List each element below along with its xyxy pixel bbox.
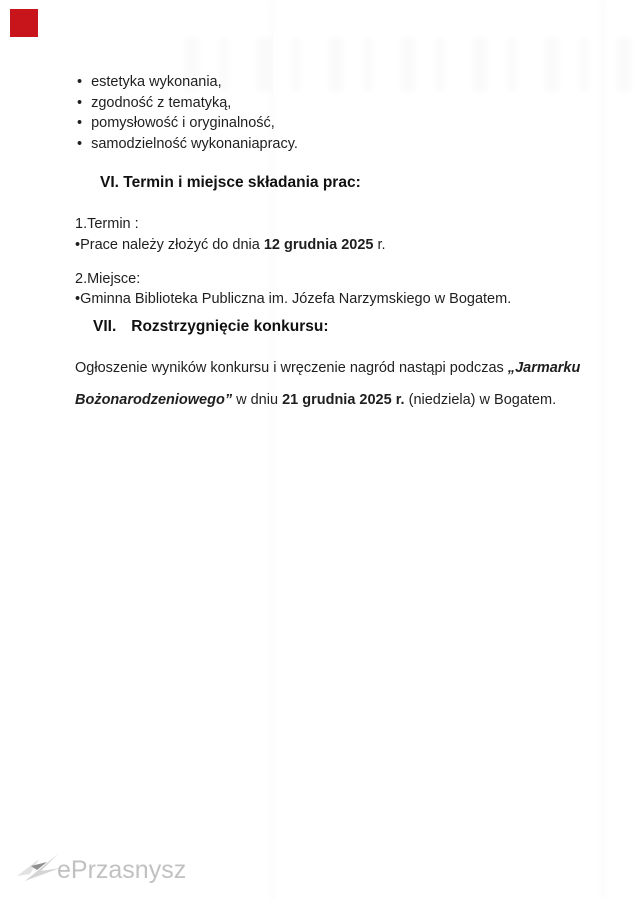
section-vi-heading: VI. Termin i miejsce składania prac: — [100, 174, 361, 191]
section-vii-number: VII. — [93, 318, 117, 335]
bullet-icon: • — [77, 135, 83, 152]
place-label: 2.Miejsce: — [75, 271, 141, 287]
term-line-text: •Prace należy złożyć do dnia — [75, 237, 264, 253]
place-line: •Gminna Biblioteka Publiczna im. Józefa Narzymskiego w Bogatem. — [75, 291, 512, 307]
list-item-text: pomysłowość i oryginalność, — [91, 115, 275, 131]
paragraph-text: Ogłoszenie wyników konkursu i wręczenie nagród nastąpi podczas — [75, 360, 508, 376]
term-line-suffix: r. — [373, 237, 386, 253]
list-item-text: estetyka wykonania, — [91, 74, 222, 90]
paragraph-line — [75, 352, 580, 384]
section-vii-title: Rozstrzygnięcie konkursu: — [131, 318, 329, 335]
bullet-icon: • — [77, 74, 83, 90]
scan-artifact — [600, 0, 605, 900]
list-item — [77, 134, 298, 155]
bullet-icon: • — [77, 94, 83, 111]
paragraph-text: w dniu — [232, 392, 283, 408]
bullet-icon: • — [77, 115, 83, 131]
list-item-text: samodzielność wykonaniapracy. — [91, 135, 298, 152]
event-date: 21 grudnia 2025 r. — [282, 392, 405, 408]
section-vii-heading — [93, 318, 329, 336]
criteria-list — [77, 72, 298, 154]
paragraph-text: (niedziela) w Bogatem. — [404, 392, 557, 408]
term-label: 1.Termin : — [75, 216, 139, 232]
term-date: 12 grudnia 2025 — [263, 237, 374, 253]
term-line — [75, 237, 386, 253]
watermark-text: ePrzasnysz — [57, 856, 187, 884]
paragraph-line — [75, 384, 580, 416]
list-item-text: zgodność z tematyką, — [91, 94, 232, 111]
event-name-part: Bożonarodzeniowego” — [75, 392, 233, 408]
results-paragraph — [75, 352, 580, 416]
red-stamp-square — [10, 9, 38, 37]
eprzasnysz-logo-icon — [16, 852, 62, 882]
event-name-part: „Jarmarku — [507, 360, 581, 376]
list-item — [77, 72, 298, 93]
list-item — [77, 113, 298, 134]
list-item — [77, 93, 298, 114]
